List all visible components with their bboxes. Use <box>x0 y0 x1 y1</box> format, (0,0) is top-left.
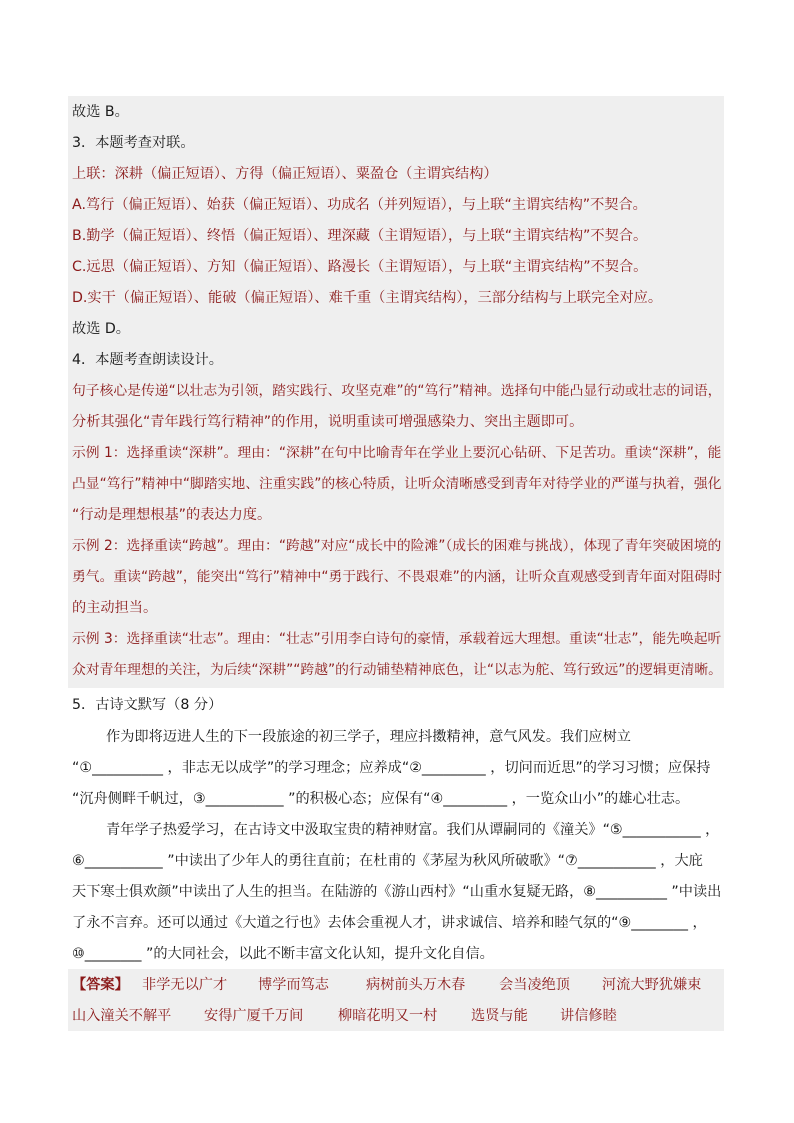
analysis-line: “行动是理想根基”的表达力度。 <box>72 507 272 523</box>
answer-item: 河流大野犹嫌束 <box>602 977 702 993</box>
question5-line: ⑥___________ ”中读出了少年人的勇往直前；在杜甫的《茅屋为秋风所破歌》“⑦___________ ，大庇 <box>72 853 703 869</box>
analysis-line: C.远思（偏正短语）、方知（偏正短语）、路漫长（主谓短语），与上联“主谓宾结构”不契合。 <box>72 259 648 275</box>
analysis-line: 4．本题考查朗读设计。 <box>72 352 223 368</box>
analysis-line: 的主动担当。 <box>72 600 158 616</box>
answer-item: 会当凌绝顶 <box>499 977 570 993</box>
analysis-line: 分析其强化“青年践行笃行精神”的作用，说明重读可增强感染力、突出主题即可。 <box>72 414 584 430</box>
analysis-line: B.勤学（偏正短语）、终悟（偏正短语）、理深藏（主谓短语），与上联“主谓宾结构”不契合。 <box>72 228 648 244</box>
answer-item: 选贤与能 <box>471 1008 528 1024</box>
answer-row-2 <box>72 1001 722 1031</box>
analysis-line: 勇气。重读“跨越”，能突出“笃行”精神中“勇于践行、不畏艰难”的内涵，让听众直观感受到青年面对阻碍时 <box>72 569 722 585</box>
question5-line: “沉舟侧畔千帆过，③___________ ”的积极心态；应保有“④_________ ，一览众山小”的雄心壮志。 <box>72 791 690 807</box>
analysis-line: 3．本题考查对联。 <box>72 135 195 151</box>
question5-line: 作为即将迈进人生的下一段旅途的初三学子，理应抖擞精神，意气风发。我们应树立 <box>106 729 631 745</box>
analysis-line: D.实干（偏正短语）、能破（偏正短语）、难千重（主谓宾结构），三部分结构与上联完全对应。 <box>72 290 663 306</box>
question5-line: 了永不言弃。还可以通过《大道之行也》去体会重视人才，讲求诚信、培养和睦气氛的“⑨________ ， <box>72 915 707 931</box>
answer-row-1 <box>72 970 722 1000</box>
answer-tag: 【答案】 <box>72 977 129 993</box>
analysis-line: 故选 B。 <box>72 104 129 120</box>
analysis-line: 示例 1：选择重读“深耕”。理由：“深耕”在句中比喻青年在学业上要沉心钻研、下足苦功。重读“深耕”，能 <box>72 445 722 461</box>
question5-title: 5．古诗文默写（8 分） <box>72 697 223 713</box>
analysis-line: 句子核心是传递“以壮志为引领，踏实践行、攻坚克难”的“笃行”精神。选择句中能凸显行动或壮志的词语， <box>72 383 722 399</box>
question5-line: ⑩________ ”的大同社会，以此不断丰富文化认知，提升文化自信。 <box>72 946 494 962</box>
analysis-line: 众对青年理想的关注，为后续“深耕”“跨越”的行动铺垫精神底色，让“以志为舵、笃行致远”的逻辑更清晰。 <box>72 662 722 678</box>
answer-item: 讲信修睦 <box>560 1008 617 1024</box>
analysis-line: 上联：深耕（偏正短语）、方得（偏正短语）、粟盈仓（主谓宾结构） <box>72 166 498 182</box>
answer-item: 柳暗花明又一村 <box>338 1008 438 1024</box>
analysis-line: A.笃行（偏正短语）、始获（偏正短语）、功成名（并列短语），与上联“主谓宾结构”不契合。 <box>72 197 647 213</box>
question5-line: 青年学子热爱学习，在古诗文中汲取宝贵的精神财富。我们从谭嗣同的《潼关》“⑤___________ ， <box>106 822 720 838</box>
analysis-line: 示例 3：选择重读“壮志”。理由：“壮志”引用李白诗句的豪情，承载着远大理想。重读“壮志”，能先唤起听 <box>72 631 722 647</box>
analysis-line: 示例 2：选择重读“跨越”。理由：“跨越”对应“成长中的险滩”（成长的困难与挑战），体现了青年突破困境的 <box>72 538 722 554</box>
analysis-line: 凸显“笃行”精神中“脚踏实地、注重实践”的核心特质，让听众清晰感受到青年对待学业的严谨与执着，强化 <box>72 476 722 492</box>
answer-item: 病树前头万木春 <box>366 977 466 993</box>
answer-item: 山入潼关不解平 <box>72 1008 172 1024</box>
analysis-line: 故选 D。 <box>72 321 130 337</box>
answer-item: 博学而笃志 <box>258 977 329 993</box>
question5-line: “①__________ ，非志无以成学”的学习理念；应养成“②_________ ，切问而近思”的学习习惯；应保持 <box>72 760 711 776</box>
answer-item: 非学无以广才 <box>142 977 228 993</box>
question5-line: 天下寒士俱欢颜”中读出了人生的担当。在陆游的《游山西村》“山重水复疑无路，⑧__________ ”中读出 <box>72 884 722 900</box>
answer-item: 安得广厦千万间 <box>204 1008 304 1024</box>
